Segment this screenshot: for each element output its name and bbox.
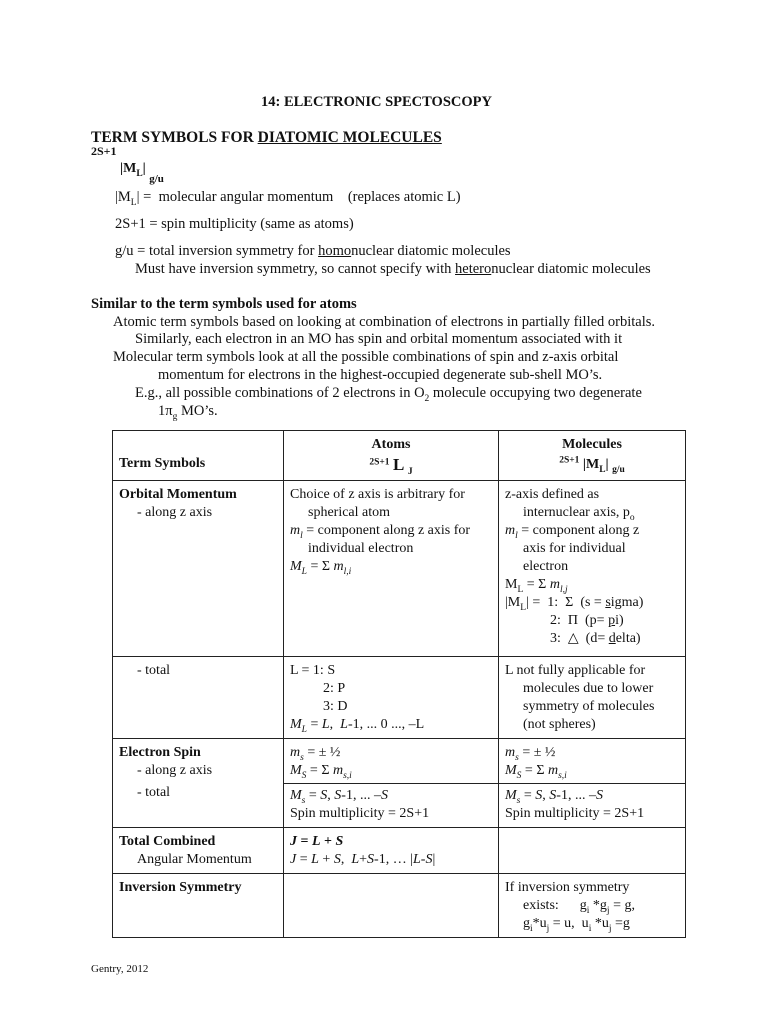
row-total-combined: Total Combined Angular Momentum J = L + S J = L + S, L+S-1, … |L-S|	[113, 828, 686, 874]
section-heading-term-symbols	[91, 129, 442, 147]
def-spin-line: 2S+1 = spin multiplicity (same as atoms)	[115, 216, 354, 232]
header-molecules: Molecules $^{2S+1}$ $|M_L|$ $_{g/u}$	[499, 431, 686, 481]
def-must-line: Must have inversion symmetry, so cannot specify with heteronuclear diatomic molecules	[135, 261, 651, 277]
para-line-1: Atomic term symbols based on looking at combination of electrons in partially filled orbitals.	[113, 314, 656, 330]
row-orbital-momentum: Orbital Momentum - along z axis Choice of z axis is arbitrary for spherical atom $m_l$ = component along z axis for individual electron $M_L = \Sigma$ $m_{l,i}$ z-axis defined as internuclear axis, $p_o$ $m_l$ = component along z axis for individual electron $M_L = \Sigma$ $m_{l,j}$ $|M_L| = 1$: Σ (s = sigma) 2: Π (p= pi) 3: △ (d= delta)	[113, 481, 686, 657]
row-total: - total L = 1: S 2: P 3: D $M_L = L$, L-1, ... 0 ..., –L L not fully applicable for molecules due to lower symmetry of molecules (not spheres)	[113, 657, 686, 739]
footer-credit: Gentry, 2012	[91, 963, 149, 975]
heading-prefix: TERM SYMBOLS FOR	[91, 129, 258, 146]
para-line-3: Molecular term symbols look at all the possible combinations of spin and z-axis orbital	[113, 349, 619, 365]
term-symbol-formula: $^{2S+1}$ $|M_L|$ $_{g/u}$	[91, 144, 164, 185]
comparison-table	[112, 430, 686, 938]
row-electron-spin: Electron Spin - along z axis - total $m_s$ = ± ½ $M_S = \Sigma$ $m_{s,i}$ $M_s = S$, S-1, ... –S Spin multiplicity = 2S+1 $m_s$ = ± ½ $M_S = \Sigma$ $m_{s,i}$ $M_s = S$, S-1, ... –S Spin multiplicity = 2S+1	[113, 739, 686, 828]
para-line-6: $1\pi_g$ MO’s.	[158, 403, 218, 422]
header-term-symbols: Term Symbols	[113, 431, 284, 481]
table-header-row	[113, 431, 686, 481]
def-ml-line: $|M_L|$ = molecular angular momentum (replaces atomic L)	[115, 189, 461, 208]
document-title: 14: ELECTRONIC SPECTOSCOPY	[261, 94, 492, 110]
heading-underlined: DIATOMIC MOLECULES	[257, 129, 442, 146]
def-gu-line: g/u = total inversion symmetry for homonuclear diatomic molecules	[115, 243, 511, 259]
para-line-4: momentum for electrons in the highest-occupied degenerate sub-shell MO’s.	[158, 367, 603, 383]
row-inversion-symmetry: Inversion Symmetry If inversion symmetry exists: $g_i$ $*g_j = g$, $g_i*u_j = u$, $u_i$ $*u_j =g$	[113, 874, 686, 938]
para-line-5: E.g., all possible combinations of 2 electrons in $O_2$ molecule occupying two degenerate	[135, 385, 642, 404]
para-line-2: Similarly, each electron in an MO has spin and orbital momentum associated with it	[135, 331, 623, 347]
header-atoms: Atoms $^{2S+1}$ L $_J$	[284, 431, 499, 481]
section-heading-similar: Similar to the term symbols used for atoms	[91, 296, 357, 312]
